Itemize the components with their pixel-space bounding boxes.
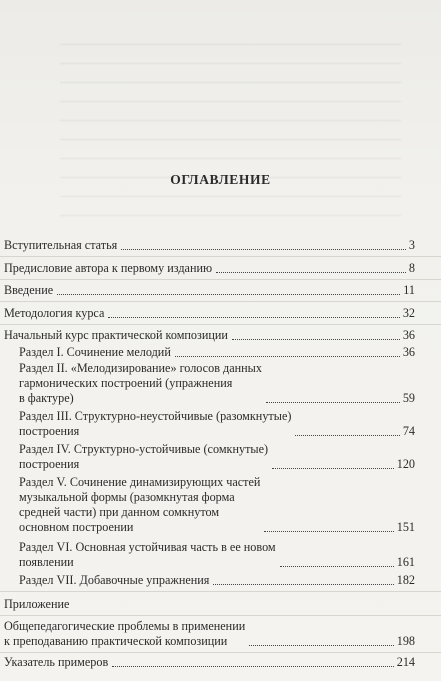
toc-entry	[4, 261, 415, 276]
toc-entry	[4, 238, 415, 253]
dot-leader	[121, 249, 406, 250]
toc-entry-page: 214	[396, 655, 415, 669]
toc-entry-title: Раздел V. Сочинение динамизирующих частей музыкальной формы (разомкнутая форма средней части) при данном сомкнутом основном построении	[19, 475, 261, 534]
toc-entry-page: 36	[402, 345, 415, 359]
toc-entry-title: Методология курса	[4, 306, 105, 320]
toc-entry	[19, 573, 415, 588]
toc-entry-page: 32	[402, 306, 415, 320]
toc-entry-page: 161	[396, 555, 415, 569]
toc-entry-page: 8	[408, 261, 415, 275]
dot-leader	[280, 566, 394, 567]
toc-entry	[4, 619, 415, 649]
dot-leader	[57, 294, 400, 295]
toc-entry-title: Раздел VII. Добавочные упражнения	[19, 573, 210, 587]
separator	[0, 256, 441, 257]
toc-entry-page: 74	[402, 424, 415, 438]
dot-leader	[213, 584, 393, 585]
toc-entry-title: Раздел II. «Мелодизирование» голосов данных гармонических построений (упражнения в фактуре)	[19, 361, 262, 405]
toc-entry-page: 151	[396, 520, 415, 534]
dot-leader	[108, 317, 399, 318]
toc-entry	[4, 328, 415, 343]
toc-entry-title: Предисловие автора к первому изданию	[4, 261, 213, 275]
separator	[0, 324, 441, 325]
toc-entry-page: 198	[396, 634, 415, 648]
separator	[0, 652, 441, 653]
separator	[0, 279, 441, 280]
toc-entry-title: Общепедагогические проблемы в применении к преподаванию практической композиции	[4, 619, 246, 648]
toc-heading: ОГЛАВЛЕНИЕ	[170, 172, 271, 187]
toc-section-label: Приложение	[4, 597, 70, 611]
dot-leader	[272, 468, 394, 469]
toc-entry-title: Начальный курс практической композиции	[4, 328, 228, 342]
separator	[0, 615, 441, 616]
toc-entry-page: 36	[402, 328, 415, 342]
toc-entry	[19, 442, 415, 472]
dot-leader	[264, 531, 393, 532]
bleed-through-texture	[60, 30, 401, 220]
toc-entry-title: Указатель примеров	[4, 655, 109, 669]
toc-entry-page: 11	[403, 283, 415, 297]
toc-entry	[19, 409, 415, 439]
toc-entry	[19, 345, 415, 360]
toc-entry	[4, 283, 415, 298]
dot-leader	[249, 645, 393, 646]
toc-entry	[4, 306, 415, 321]
separator	[0, 301, 441, 302]
toc-entry-title: Вступительная статья	[4, 238, 118, 252]
dot-leader	[216, 272, 406, 273]
dot-leader	[266, 402, 400, 403]
toc-entry-page: 3	[408, 238, 415, 252]
toc-entry-page: 59	[402, 391, 415, 405]
toc-entry-title: Раздел VI. Основная устойчивая часть в ее новом появлении	[19, 540, 276, 569]
toc-entry	[19, 475, 415, 535]
separator	[0, 591, 441, 592]
toc-entry-title: Раздел I. Сочинение мелодий	[19, 345, 171, 359]
toc-entry	[19, 540, 415, 570]
dot-leader	[295, 435, 399, 436]
toc-entry	[19, 361, 415, 406]
dot-leader	[175, 356, 400, 357]
dot-leader	[232, 339, 400, 340]
toc-entry	[4, 655, 415, 670]
dot-leader	[112, 666, 393, 667]
toc-entry-title: Введение	[4, 283, 54, 297]
toc-entry-page: 120	[396, 457, 415, 471]
toc-entry-page: 182	[396, 573, 415, 587]
toc-entry-title: Раздел IV. Структурно-устойчивые (сомкнутые) построения	[19, 442, 269, 471]
toc-entry-title: Раздел III. Структурно-неустойчивые (разомкнутые) построения	[19, 409, 292, 438]
